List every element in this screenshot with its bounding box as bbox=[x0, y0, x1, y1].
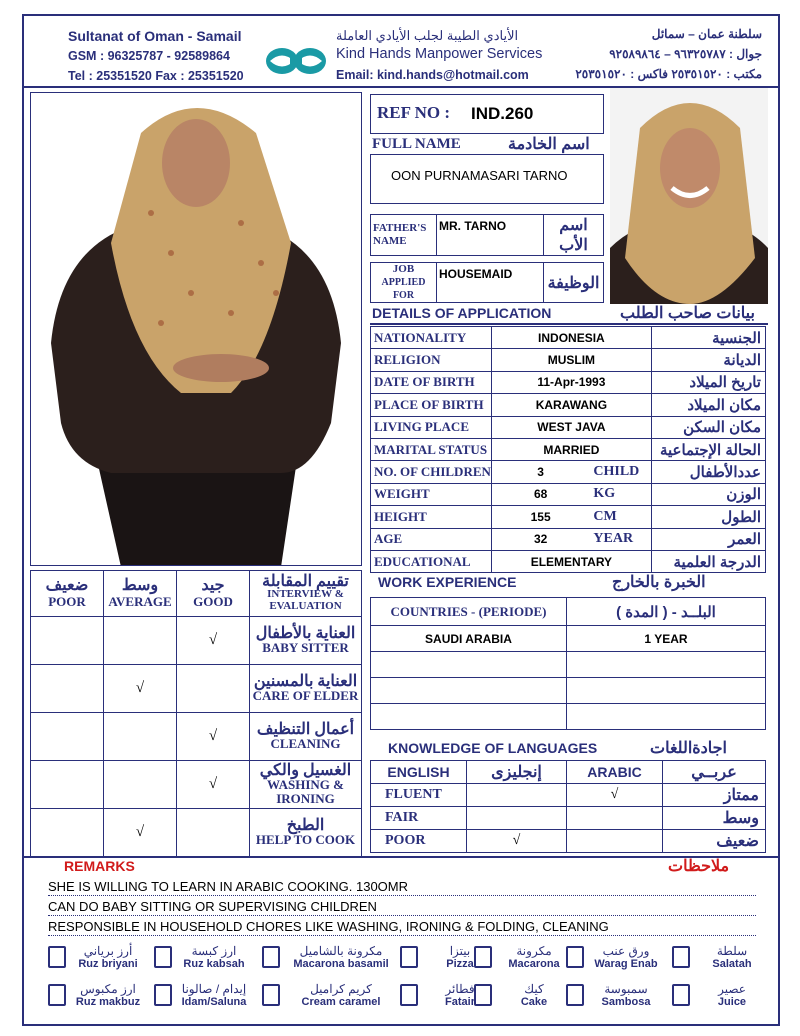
evaluation-header-ar: تقييم المقابلة bbox=[262, 572, 349, 590]
evaluation-header bbox=[31, 571, 104, 617]
details-field-label-ar: مكان السكن bbox=[651, 416, 765, 438]
food-checkbox[interactable] bbox=[48, 984, 66, 1006]
evaluation-task-ar: الطبخ bbox=[286, 816, 325, 834]
remarks-label-ar: ملاحظات bbox=[668, 858, 730, 875]
gsm-ar: جوال : ٩٦٣٢٥٧٨٧ – ٩٢٥٨٩٨٦٤ bbox=[609, 47, 762, 61]
food-name-en: Idam/Saluna bbox=[181, 996, 247, 1008]
work-period bbox=[567, 652, 766, 678]
details-field-unit: CM bbox=[589, 506, 651, 528]
evaluation-task bbox=[250, 665, 362, 713]
food-name-en: Warag Enab bbox=[594, 958, 658, 970]
details-row bbox=[371, 461, 766, 483]
details-table bbox=[370, 326, 766, 573]
food-name-ar: كريم كراميل bbox=[310, 982, 372, 996]
details-title: DETAILS OF APPLICATION bbox=[372, 305, 552, 321]
ref-number-label: REF NO : bbox=[377, 103, 451, 122]
details-field-label-ar: الجنسية bbox=[651, 327, 765, 349]
evaluation-header-en: AVERAGE bbox=[108, 593, 172, 609]
work-period: 1 YEAR bbox=[567, 626, 766, 652]
language-english-mark bbox=[467, 784, 567, 807]
details-row bbox=[371, 371, 766, 393]
details-field-label-ar: الديانة bbox=[651, 349, 765, 371]
evaluation-header-row bbox=[31, 571, 362, 617]
evaluation-mark-poor bbox=[31, 809, 104, 857]
details-field-label-ar: الدرجة العلمية bbox=[651, 550, 765, 572]
job-label-ar: الوظيفة bbox=[544, 263, 604, 303]
evaluation-task-ar: العناية بالأطفال bbox=[255, 624, 356, 642]
details-row bbox=[371, 349, 766, 371]
food-item bbox=[176, 944, 252, 970]
father-label-ar: اسم الأب bbox=[544, 215, 604, 256]
food-checkbox[interactable] bbox=[672, 946, 690, 968]
evaluation-table bbox=[30, 570, 362, 857]
evaluation-task bbox=[250, 761, 362, 809]
language-level-row bbox=[371, 830, 766, 853]
evaluation-row bbox=[31, 761, 362, 809]
remarks-label: REMARKS bbox=[64, 858, 135, 874]
full-name-label-ar: اسم الخادمة bbox=[508, 136, 590, 153]
food-name-en: Pizza bbox=[446, 958, 474, 970]
evaluation-row bbox=[31, 665, 362, 713]
ref-number-box bbox=[370, 94, 604, 134]
language-english-mark bbox=[467, 807, 567, 830]
details-field-label-ar: تاريخ الميلاد bbox=[651, 371, 765, 393]
food-checkbox[interactable] bbox=[474, 946, 492, 968]
evaluation-mark-poor bbox=[31, 617, 104, 665]
language-arabic-mark bbox=[567, 807, 663, 830]
food-name-en: Juice bbox=[717, 996, 747, 1008]
evaluation-mark-average bbox=[104, 617, 177, 665]
details-field-unit: YEAR bbox=[589, 528, 651, 550]
candidate-full-photo bbox=[30, 92, 362, 566]
father-name-table bbox=[370, 214, 604, 256]
language-level-ar: وسط bbox=[663, 807, 766, 830]
details-field-label: LIVING PLACE bbox=[371, 416, 492, 438]
evaluation-task bbox=[250, 617, 362, 665]
work-experience-header bbox=[371, 598, 766, 626]
details-field-label-ar: الطول bbox=[651, 506, 765, 528]
person-silhouette-icon bbox=[31, 93, 362, 566]
header-contact-ar bbox=[575, 24, 762, 84]
food-name-ar: كيك bbox=[524, 982, 544, 996]
evaluation-header-en: INTERVIEW & EVALUATION bbox=[267, 587, 344, 612]
work-experience-row bbox=[371, 678, 766, 704]
food-checkbox[interactable] bbox=[566, 946, 584, 968]
language-english-ar: إنجليزى bbox=[467, 761, 567, 784]
work-country: SAUDI ARABIA bbox=[371, 626, 567, 652]
evaluation-mark-poor bbox=[31, 665, 104, 713]
details-field-value: 32 bbox=[491, 528, 589, 550]
work-experience-table bbox=[370, 597, 766, 730]
details-field-label: HEIGHT bbox=[371, 506, 492, 528]
language-level-en: FLUENT bbox=[371, 784, 467, 807]
languages-header bbox=[371, 761, 766, 784]
details-field-label-ar: الوزن bbox=[651, 483, 765, 505]
evaluation-task bbox=[250, 713, 362, 761]
remark-line-2: CAN DO BABY SITTING OR SUPERVISING CHILDREN bbox=[48, 899, 756, 916]
evaluation-header bbox=[177, 571, 250, 617]
company-location: Sultanat of Oman - Samail bbox=[68, 28, 242, 44]
food-checkbox[interactable] bbox=[566, 984, 584, 1006]
food-name-en: Sambosa bbox=[601, 996, 651, 1008]
evaluation-mark-good bbox=[177, 665, 250, 713]
details-row bbox=[371, 394, 766, 416]
language-arabic-mark bbox=[567, 830, 663, 853]
languages-title-ar: اجادةاللغات bbox=[650, 740, 727, 757]
work-country bbox=[371, 678, 567, 704]
food-item bbox=[70, 944, 146, 970]
handshake-logo-icon bbox=[264, 44, 328, 78]
details-row bbox=[371, 550, 766, 572]
work-period bbox=[567, 704, 766, 730]
tel-fax: Tel : 25351520 Fax : 25351520 bbox=[68, 69, 244, 83]
details-field-unit: CHILD bbox=[589, 461, 651, 483]
details-field-value: KARAWANG bbox=[491, 394, 651, 416]
details-field-value: ELEMENTARY bbox=[491, 550, 651, 572]
food-name-en: Cake bbox=[520, 996, 548, 1008]
evaluation-header-en: GOOD bbox=[193, 593, 233, 609]
details-field-unit: KG bbox=[589, 483, 651, 505]
evaluation-task-en: HELP TO COOK bbox=[255, 831, 356, 847]
evaluation-mark-good: √ bbox=[177, 617, 250, 665]
food-checkbox[interactable] bbox=[154, 984, 172, 1006]
food-name-ar: ورق عنب bbox=[602, 944, 650, 958]
food-name-ar: ارز مكبوس bbox=[80, 982, 136, 996]
details-field-label-ar: مكان الميلاد bbox=[651, 394, 765, 416]
food-item bbox=[588, 944, 664, 970]
food-name-ar: مكرونة bbox=[516, 944, 552, 958]
details-field-value: 68 bbox=[491, 483, 589, 505]
evaluation-header-ar: جيد bbox=[201, 576, 225, 594]
tel-ar: مكتب : ٢٥٣٥١٥٢٠ فاكس : ٢٥٣٥١٥٢٠ bbox=[575, 67, 762, 81]
evaluation-header bbox=[250, 571, 362, 617]
food-item bbox=[284, 944, 398, 970]
food-checkbox[interactable] bbox=[400, 946, 418, 968]
details-divider bbox=[370, 323, 768, 325]
languages-table bbox=[370, 760, 766, 853]
work-country bbox=[371, 652, 567, 678]
evaluation-mark-average: √ bbox=[104, 809, 177, 857]
evaluation-task-en: BABY SITTER bbox=[262, 639, 349, 655]
food-name-ar: سلطة bbox=[716, 944, 748, 958]
food-item bbox=[588, 982, 664, 1008]
food-item bbox=[70, 982, 146, 1008]
language-arabic: ARABIC bbox=[567, 761, 663, 784]
evaluation-mark-good bbox=[177, 809, 250, 857]
remark-line-1: SHE IS WILLING TO LEARN IN ARABIC COOKING. 130OMR bbox=[48, 879, 756, 896]
full-name-label: FULL NAME bbox=[372, 136, 461, 152]
work-experience-col-en: COUNTRIES - (PERIODE) bbox=[371, 598, 567, 626]
work-experience-row bbox=[371, 626, 766, 652]
remarks-divider bbox=[22, 856, 780, 858]
work-experience-title: WORK EXPERIENCE bbox=[378, 574, 517, 590]
evaluation-task-ar: الغسيل والكي bbox=[259, 761, 352, 779]
evaluation-task-ar: أعمال التنظيف bbox=[256, 720, 355, 738]
work-experience-row bbox=[371, 704, 766, 730]
food-item bbox=[284, 982, 398, 1008]
work-experience-title-ar: الخبرة بالخارج bbox=[612, 574, 706, 591]
details-row bbox=[371, 483, 766, 505]
details-field-label-ar: عددالأطفال bbox=[651, 461, 765, 483]
languages-title: KNOWLEDGE OF LANGUAGES bbox=[388, 740, 598, 756]
food-item bbox=[496, 944, 572, 970]
evaluation-mark-average: √ bbox=[104, 665, 177, 713]
evaluation-header-en: POOR bbox=[48, 593, 86, 609]
language-level-row bbox=[371, 784, 766, 807]
details-row bbox=[371, 416, 766, 438]
details-field-value: MUSLIM bbox=[491, 349, 651, 371]
details-field-label-ar: العمر bbox=[651, 528, 765, 550]
details-row bbox=[371, 438, 766, 460]
company-email: Email: kind.hands@hotmail.com bbox=[336, 68, 529, 82]
food-name-en: Macarona bbox=[508, 958, 560, 970]
evaluation-mark-poor bbox=[31, 713, 104, 761]
father-label-2: NAME bbox=[373, 235, 407, 247]
details-title-ar: بيانات صاحب الطلب bbox=[620, 305, 755, 322]
header bbox=[22, 14, 780, 88]
food-name-ar: بيتزا bbox=[449, 944, 471, 958]
food-checkbox[interactable] bbox=[262, 946, 280, 968]
evaluation-mark-poor bbox=[31, 761, 104, 809]
full-name-box bbox=[370, 154, 604, 204]
details-field-value: 11-Apr-1993 bbox=[491, 371, 651, 393]
details-field-value: 3 bbox=[491, 461, 589, 483]
details-field-value: 155 bbox=[491, 506, 589, 528]
food-name-ar: أرز برياني bbox=[83, 944, 133, 958]
details-field-label: RELIGION bbox=[371, 349, 492, 371]
father-label-1: FATHER'S bbox=[373, 222, 427, 234]
food-checkbox[interactable] bbox=[262, 984, 280, 1006]
details-field-label: MARITAL STATUS bbox=[371, 438, 492, 460]
details-field-label: NATIONALITY bbox=[371, 327, 492, 349]
details-row bbox=[371, 506, 766, 528]
evaluation-row bbox=[31, 713, 362, 761]
food-name-en: Fatair bbox=[445, 996, 475, 1008]
food-checkbox[interactable] bbox=[474, 984, 492, 1006]
food-name-ar: ارز كبسة bbox=[191, 944, 237, 958]
food-name-en: Macarona basamil bbox=[293, 958, 389, 970]
language-arabic-ar: عربــي bbox=[663, 761, 766, 784]
job-label-1: JOB bbox=[392, 263, 415, 275]
details-row bbox=[371, 327, 766, 349]
header-contact-en bbox=[68, 26, 244, 86]
portrait-silhouette-icon bbox=[610, 88, 768, 304]
evaluation-mark-good: √ bbox=[177, 713, 250, 761]
evaluation-row bbox=[31, 617, 362, 665]
location-ar: سلطنة عمان – سمائل bbox=[651, 27, 762, 41]
food-checkbox[interactable] bbox=[672, 984, 690, 1006]
evaluation-task bbox=[250, 809, 362, 857]
candidate-portrait-photo bbox=[610, 88, 768, 304]
evaluation-row bbox=[31, 809, 362, 857]
food-item bbox=[694, 944, 770, 970]
details-field-label: NO. OF CHILDREN bbox=[371, 461, 492, 483]
details-field-label: EDUCATIONAL bbox=[371, 550, 492, 572]
language-level-row bbox=[371, 807, 766, 830]
food-item bbox=[496, 982, 572, 1008]
work-period bbox=[567, 678, 766, 704]
evaluation-task-en: CARE OF ELDER bbox=[252, 687, 359, 703]
evaluation-task-ar: العناية بالمسنين bbox=[253, 672, 358, 690]
job-label-2: APPLIED FOR bbox=[381, 277, 426, 301]
company-name-ar: الأيادي الطيبة لجلب الأيادي العاملة bbox=[336, 28, 519, 43]
language-level-en: FAIR bbox=[371, 807, 467, 830]
evaluation-task-en: WASHING & IRONING bbox=[267, 776, 344, 806]
details-field-label: DATE OF BIRTH bbox=[371, 371, 492, 393]
evaluation-mark-good: √ bbox=[177, 761, 250, 809]
work-country bbox=[371, 704, 567, 730]
evaluation-mark-average bbox=[104, 761, 177, 809]
details-field-label: AGE bbox=[371, 528, 492, 550]
details-field-value: INDONESIA bbox=[491, 327, 651, 349]
job-table bbox=[370, 262, 604, 303]
details-field-label-ar: الحالة الإجتماعية bbox=[651, 438, 765, 460]
details-field-value: MARRIED bbox=[491, 438, 651, 460]
evaluation-task-en: CLEANING bbox=[270, 735, 341, 751]
details-row bbox=[371, 528, 766, 550]
language-level-en: POOR bbox=[371, 830, 467, 853]
remark-line-3: RESPONSIBLE IN HOUSEHOLD CHORES LIKE WASHING, IRONING & FOLDING, CLEANING bbox=[48, 919, 756, 936]
food-name-en: Ruz kabsah bbox=[183, 958, 245, 970]
food-name-ar: عصير bbox=[718, 982, 746, 996]
details-field-label: PLACE OF BIRTH bbox=[371, 394, 492, 416]
details-field-value: WEST JAVA bbox=[491, 416, 651, 438]
language-arabic-mark: √ bbox=[567, 784, 663, 807]
language-english-mark: √ bbox=[467, 830, 567, 853]
company-name-en: Kind Hands Manpower Services bbox=[336, 46, 543, 62]
food-checkbox[interactable] bbox=[154, 946, 172, 968]
evaluation-header bbox=[104, 571, 177, 617]
food-name-ar: سمبوسة bbox=[604, 982, 648, 996]
food-name-en: Salatah bbox=[712, 958, 752, 970]
job-value: HOUSEMAID bbox=[437, 263, 544, 303]
details-field-label: WEIGHT bbox=[371, 483, 492, 505]
food-item bbox=[176, 982, 252, 1008]
evaluation-header-ar: ضعيف bbox=[45, 576, 89, 594]
gsm-numbers: GSM : 96325787 - 92589864 bbox=[68, 49, 230, 63]
food-name-en: Cream caramel bbox=[301, 996, 381, 1008]
food-checkbox[interactable] bbox=[48, 946, 66, 968]
language-level-ar: ممتاز bbox=[663, 784, 766, 807]
food-name-ar: مكرونة بالشاميل bbox=[299, 944, 383, 958]
father-name-value: MR. TARNO bbox=[437, 215, 544, 256]
food-name-en: Ruz makbuz bbox=[75, 996, 141, 1008]
food-item bbox=[694, 982, 770, 1008]
language-level-ar: ضعيف bbox=[663, 830, 766, 853]
food-checkbox[interactable] bbox=[400, 984, 418, 1006]
language-english: ENGLISH bbox=[371, 761, 467, 784]
full-name-value: OON PURNAMASARI TARNO bbox=[391, 168, 568, 183]
work-experience-row bbox=[371, 652, 766, 678]
food-name-en: Ruz briyani bbox=[78, 958, 138, 970]
work-experience-col-ar: البلــد - ( المدة ) bbox=[567, 598, 766, 626]
evaluation-header-ar: وسط bbox=[121, 576, 159, 594]
evaluation-mark-average bbox=[104, 713, 177, 761]
food-name-ar: فطائر bbox=[445, 982, 475, 996]
ref-number-value: IND.260 bbox=[471, 104, 534, 123]
food-name-ar: إيدام / صالونا bbox=[181, 982, 247, 996]
